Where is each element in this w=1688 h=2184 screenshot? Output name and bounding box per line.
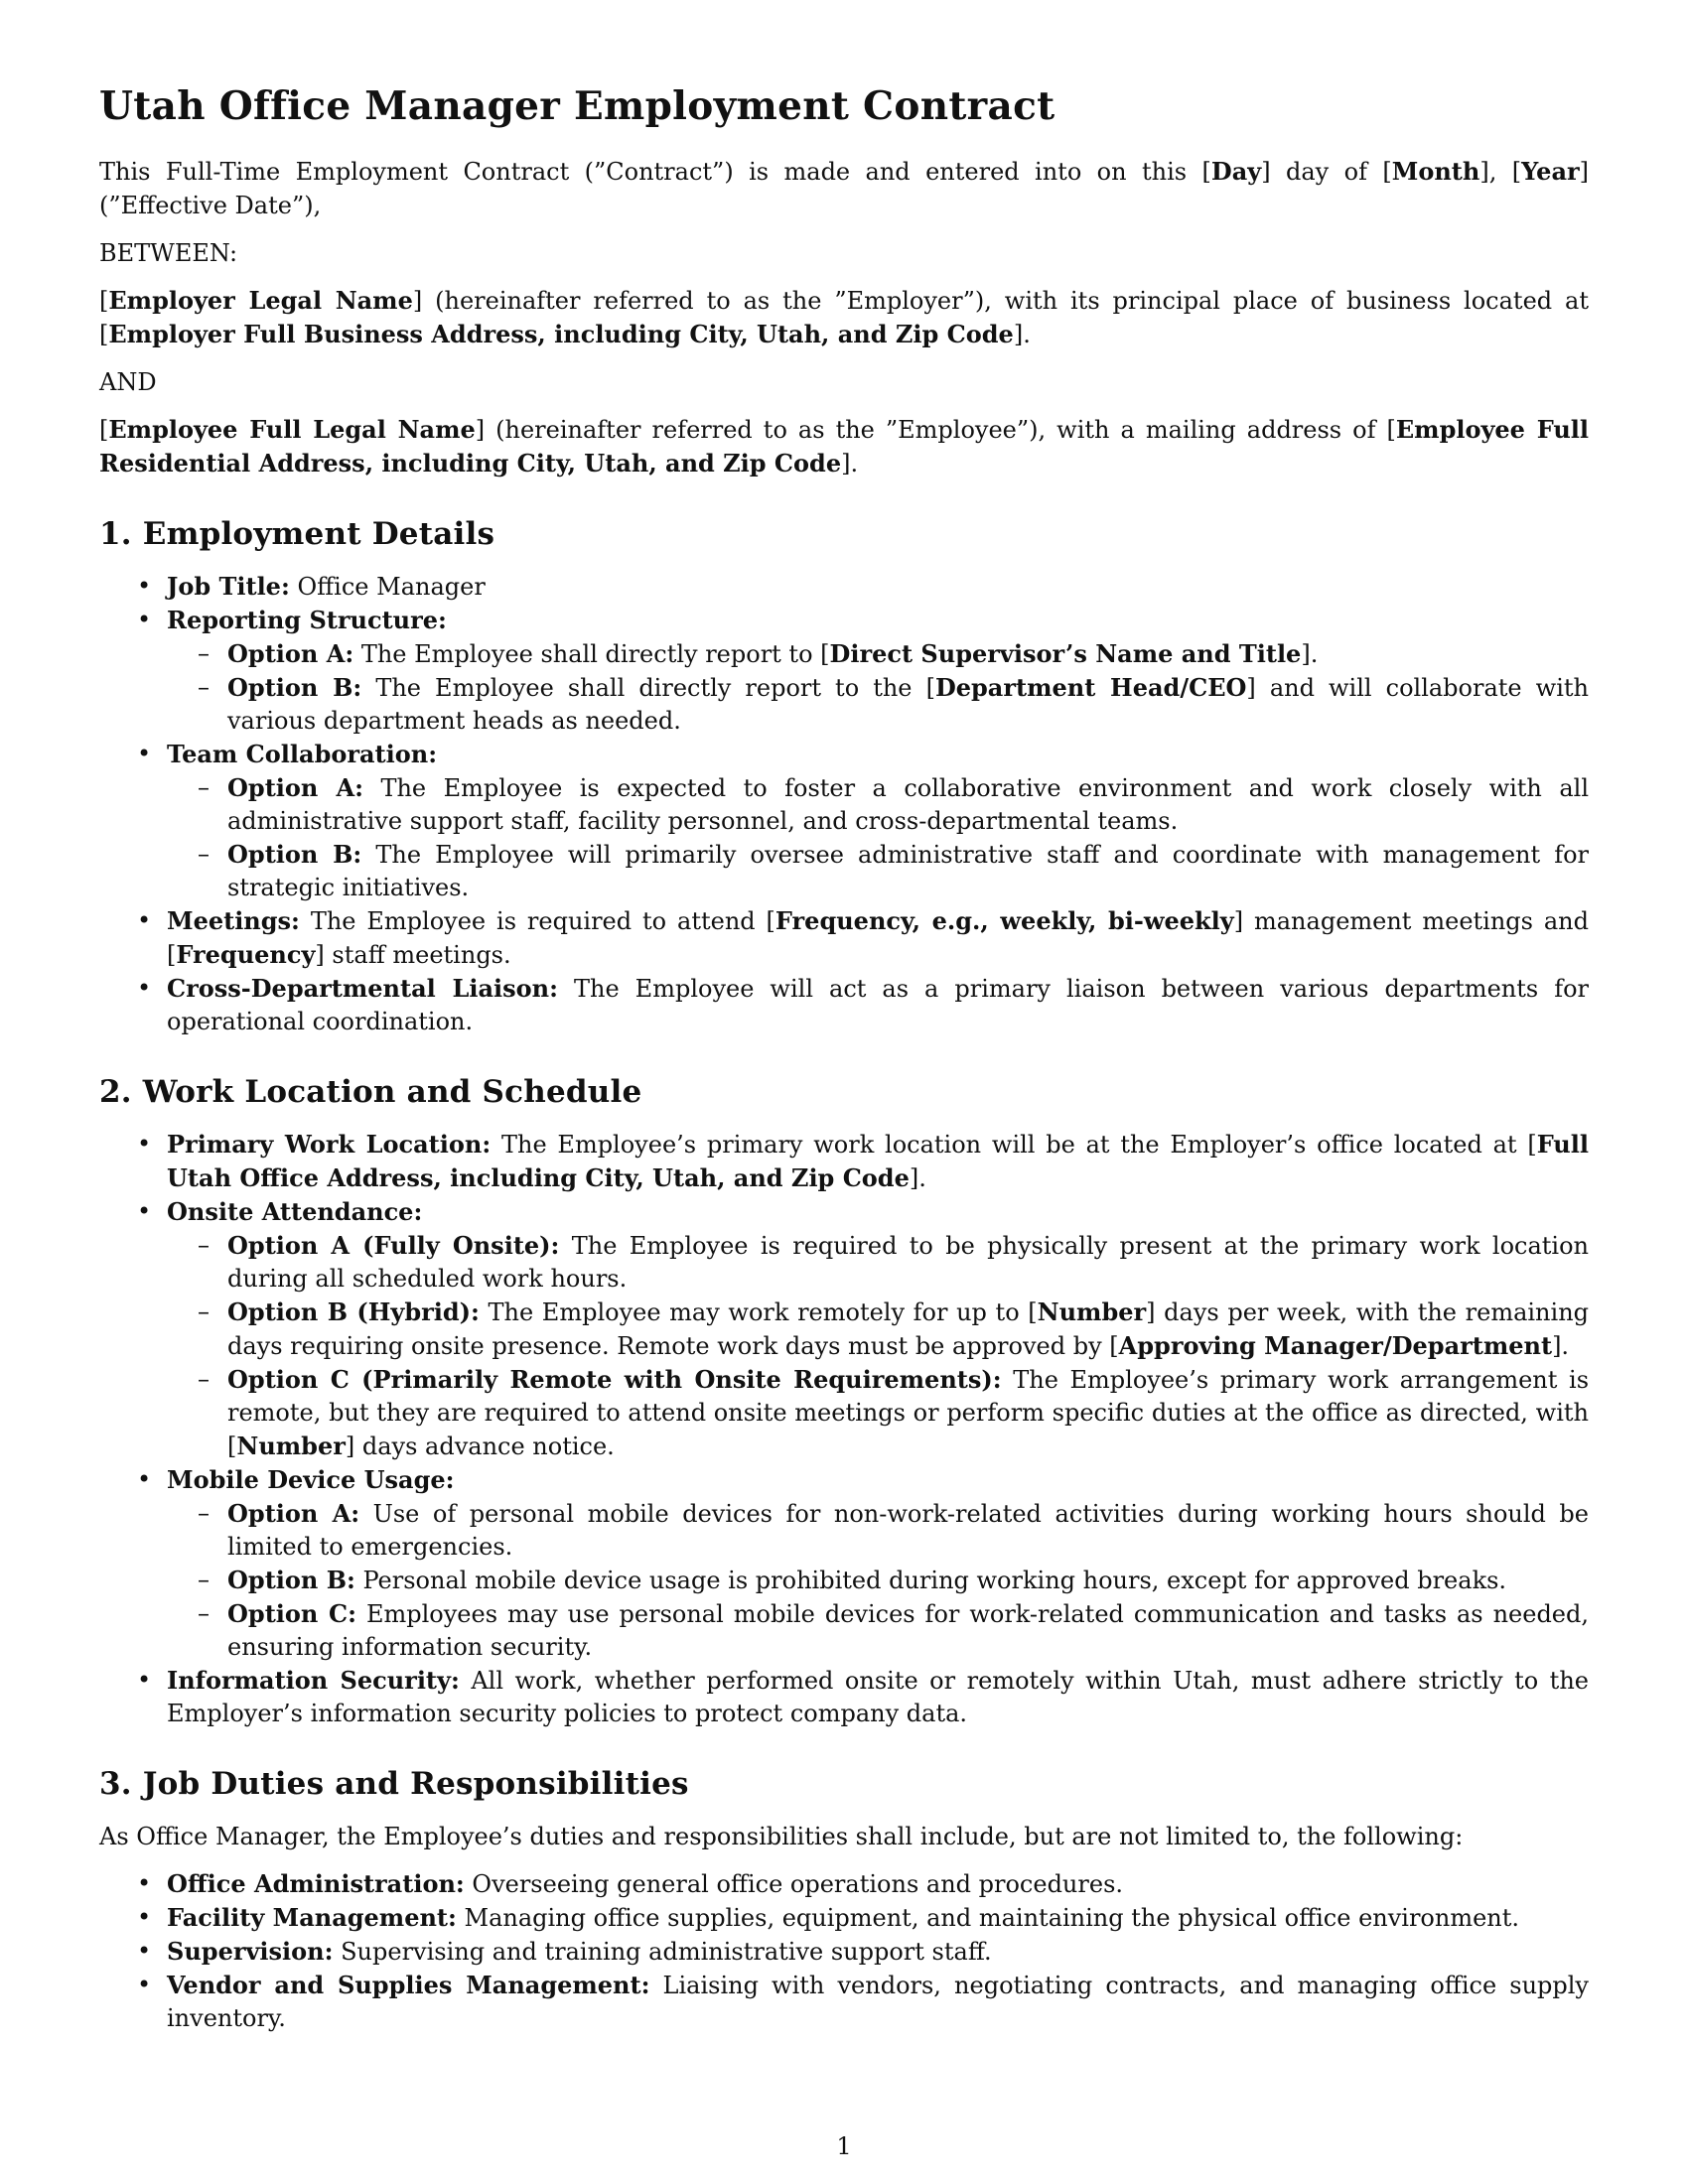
- list-item: – Option A: The Employee shall directly report to [Direct Supervisor’s Name and Title].: [167, 637, 1589, 671]
- employee-paragraph: [Employee Full Legal Name] (hereinafter referred to as the ”Employee”), with a mailing address of [Employee Full Residential Address, including City, Utah, and Zip Code].: [99, 415, 1590, 478]
- list-item: – Option C: Employees may use personal mobile devices for work-related communication and tasks as needed, ensuring information security.: [167, 1597, 1589, 1664]
- section-3-intro: As Office Manager, the Employee’s duties and responsibilities shall include, but are not limited to, the following:: [99, 1823, 1464, 1850]
- section-3-heading: 3. Job Duties and Responsibilities: [99, 1766, 689, 1802]
- section-1-heading: 1. Employment Details: [99, 516, 495, 552]
- list-item: • Job Title: Office Manager: [99, 570, 1589, 604]
- list-item: • Reporting Structure: – Option A: The Employee shall directly report to [Direct Supervisor’s Name and Title]. – Option B: The Employee shall directly report to the [Department Head/CEO] and will collaborate with various department heads as needed.: [99, 604, 1589, 738]
- team-options: [167, 771, 1589, 904]
- day-placeholder: Day: [1210, 157, 1262, 186]
- list-item: • Information Security: All work, whether performed onsite or remotely within Utah, must adhere strictly to the Employer’s information security policies to protect company data.: [99, 1664, 1589, 1730]
- employee-name-placeholder: Employee Full Legal Name: [108, 415, 476, 444]
- employer-paragraph: [Employer Legal Name] (hereinafter referred to as the ”Employer”), with its principal place of business located at [Employer Full Business Address, including City, Utah, and Zip Code].: [99, 286, 1589, 348]
- list-item: – Option A (Fully Onsite): The Employee is required to be physically present at the primary work location during all scheduled work hours.: [167, 1229, 1589, 1296]
- list-item: – Option C (Primarily Remote with Onsite Requirements): The Employee’s primary work arrangement is remote, but they are required to attend onsite meetings or perform specific duties at the office as directed, with [Number] days advance notice.: [167, 1363, 1589, 1463]
- mobile-options: [167, 1497, 1589, 1664]
- section-2-heading: 2. Work Location and Schedule: [99, 1074, 642, 1110]
- list-item: – Option A: The Employee is expected to foster a collaborative environment and work closely with all administrative support staff, facility personnel, and cross-departmental teams.: [167, 771, 1589, 838]
- intro-paragraph: This Full-Time Employment Contract (”Contract”) is made and entered into on this [Day] day of [Month], [Year] (”Effective Date”),: [99, 157, 1590, 219]
- list-item: • Facility Management: Managing office supplies, equipment, and maintaining the physical office environment.: [99, 1901, 1589, 1935]
- between-label: BETWEEN:: [99, 239, 238, 267]
- list-item: • Meetings: The Employee is required to attend [Frequency, e.g., weekly, bi-weekly] management meetings and [Frequency] staff meetings.: [99, 904, 1589, 972]
- year-placeholder: Year: [1521, 157, 1580, 186]
- section-2-list: [99, 1128, 1589, 1730]
- section-3-list: [99, 1867, 1589, 2035]
- employer-address-placeholder: Employer Full Business Address, including City, Utah, and Zip Code: [108, 320, 1014, 348]
- employee-address-placeholder: Employee Full Residential Address, including City, Utah, and Zip Code: [99, 415, 1590, 478]
- page-number: 1: [836, 2132, 852, 2160]
- document-title: Utah Office Manager Employment Contract: [99, 83, 1055, 129]
- list-item: – Option B: Personal mobile device usage is prohibited during working hours, except for approved breaks.: [167, 1564, 1589, 1597]
- employer-name-placeholder: Employer Legal Name: [108, 286, 413, 315]
- list-item: • Team Collaboration: – Option A: The Employee is expected to foster a collaborative environment and work closely with all administrative support staff, facility personnel, and cross-departmental teams. – Option B: The Employee will primarily oversee administrative staff and coordinate with management for strategic initiatives.: [99, 738, 1589, 904]
- list-item: • Office Administration: Overseeing general office operations and procedures.: [99, 1867, 1589, 1901]
- list-item: – Option B: The Employee will primarily oversee administrative staff and coordinate with management for strategic initiatives.: [167, 838, 1589, 904]
- and-label: AND: [99, 368, 157, 396]
- onsite-options: [167, 1229, 1589, 1463]
- list-item: – Option B: The Employee shall directly report to the [Department Head/CEO] and will collaborate with various department heads as needed.: [167, 671, 1589, 738]
- section-1-list: [99, 570, 1589, 1038]
- list-item: • Mobile Device Usage: – Option A: Use of personal mobile devices for non-work-related activities during working hours should be limited to emergencies. – Option B: Personal mobile device usage is prohibited during working hours, except for approved breaks. – Option C: Employees may use personal mobile devices for work-related communication and tasks as needed, ensuring information security.: [99, 1463, 1589, 1664]
- list-item: • Onsite Attendance: – Option A (Fully Onsite): The Employee is required to be physically present at the primary work location during all scheduled work hours. – Option B (Hybrid): The Employee may work remotely for up to [Number] days per week, with the remaining days requiring onsite presence. Remote work days must be approved by [Approving Manager/Department]. – Option C (Primarily Remote with Onsite Requirements): The Employee’s primary work arrangement is remote, but they are required to attend onsite meetings or perform specific duties at the office as directed, with [Number] days advance notice.: [99, 1195, 1589, 1463]
- list-item: – Option B (Hybrid): The Employee may work remotely for up to [Number] days per week, with the remaining days requiring onsite presence. Remote work days must be approved by [Approving Manager/Department].: [167, 1296, 1589, 1363]
- list-item: • Supervision: Supervising and training administrative support staff.: [99, 1935, 1589, 1969]
- month-placeholder: Month: [1391, 157, 1480, 186]
- reporting-options: [167, 637, 1589, 738]
- list-item: – Option A: Use of personal mobile devices for non-work-related activities during working hours should be limited to emergencies.: [167, 1497, 1589, 1564]
- list-item: • Primary Work Location: The Employee’s primary work location will be at the Employer’s office located at [Full Utah Office Address, including City, Utah, and Zip Code].: [99, 1128, 1589, 1195]
- list-item: • Cross-Departmental Liaison: The Employee will act as a primary liaison between various departments for operational coordination.: [99, 972, 1589, 1038]
- list-item: • Vendor and Supplies Management: Liaising with vendors, negotiating contracts, and managing office supply inventory.: [99, 1969, 1589, 2035]
